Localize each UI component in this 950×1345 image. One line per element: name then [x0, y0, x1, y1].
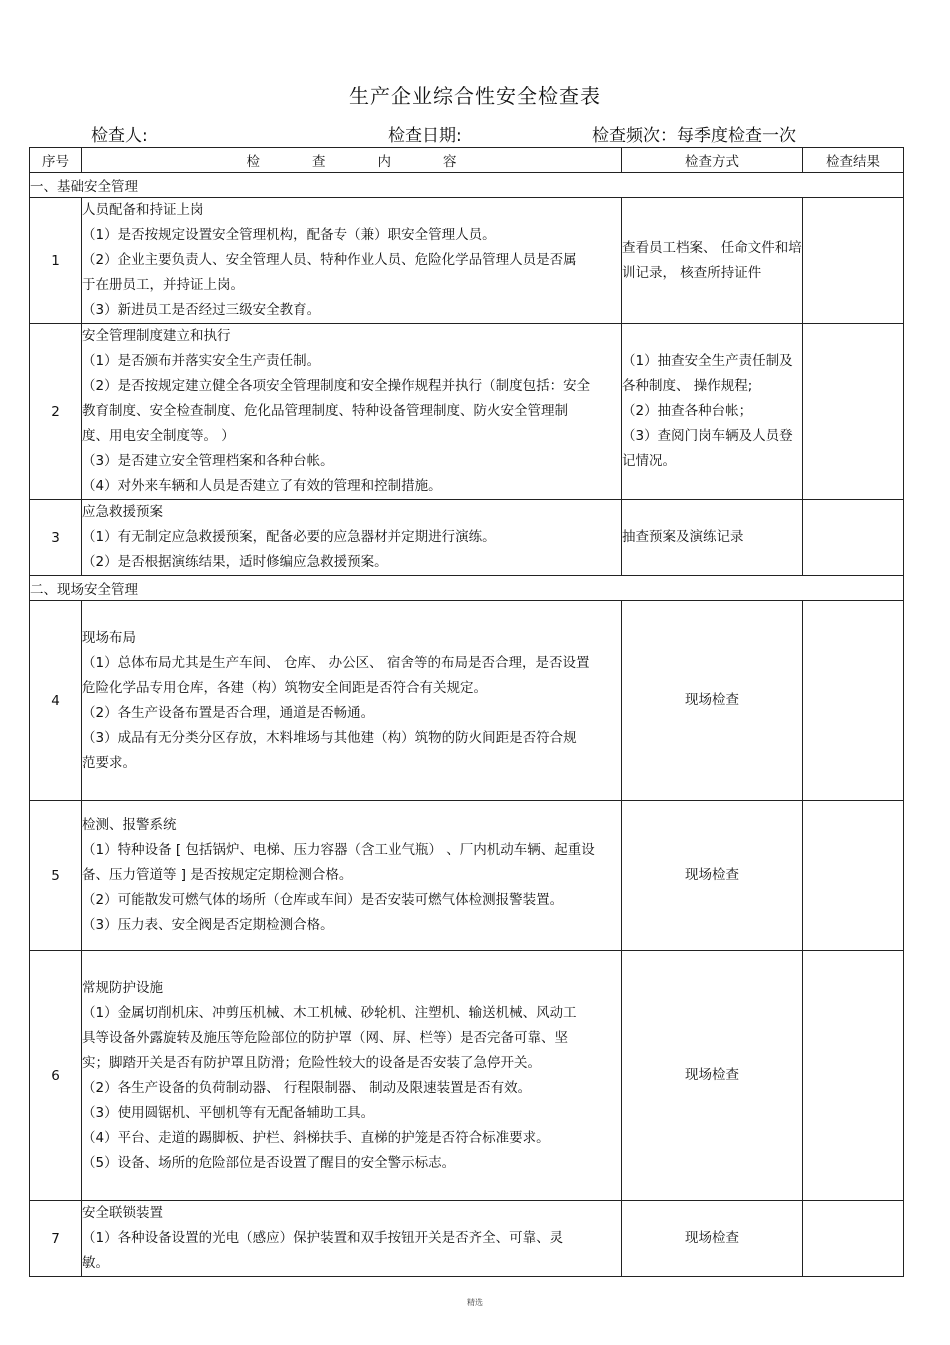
header-content-text: 检查内容 [246, 154, 509, 170]
row-method: 现场检查 [622, 801, 803, 951]
row-no: 7 [30, 1201, 82, 1277]
row-method: 现场检查 [622, 1201, 803, 1277]
row-no: 2 [30, 324, 82, 500]
row-heading: 检测、报警系统 [82, 817, 177, 833]
row-heading: 人员配备和持证上岗 [82, 202, 204, 218]
row-result[interactable] [803, 801, 904, 951]
row-heading: 现场布局 [82, 629, 136, 646]
row-method: 现场检查 [622, 601, 803, 801]
page-footer: 精选 [467, 1298, 483, 1307]
inspector-label: 检查人: [91, 126, 148, 146]
row-content [82, 1201, 622, 1277]
table-row [30, 951, 904, 1201]
row-method [622, 324, 803, 500]
check-item: （2）各生产设备的负荷制动器、 行程限制器、 制动及限速装置是否有效。 [82, 1079, 532, 1096]
row-method: 查看员工档案、 任命文件和培训记录， 核查所持证件 [622, 198, 803, 324]
check-item: （3）是否建立安全管理档案和各种台帐。 [82, 453, 334, 469]
check-item: （3）使用圆锯机、平刨机等有无配备辅助工具。 [82, 1104, 375, 1121]
row-result[interactable] [803, 198, 904, 324]
page-title: 生产企业综合性安全检查表 [349, 84, 601, 108]
check-item: （1）是否按规定设置安全管理机构，配备专（兼）职安全管理人员。 [82, 227, 496, 243]
table-row [30, 601, 904, 801]
section-row [30, 173, 904, 198]
check-item: （4）平台、走道的踢脚板、护栏、斜梯扶手、直梯的护笼是否符合标准要求。 [82, 1129, 550, 1146]
row-heading: 常规防护设施 [82, 979, 163, 996]
inspection-frequency-label: 检查频次：每季度检查一次 [592, 126, 796, 146]
row-content [82, 951, 622, 1201]
table-row [30, 324, 904, 500]
check-item: （2）是否按规定建立健全各项安全管理制度和安全操作规程并执行（制度包括：安全教育制度、安全检查制度、危化品管理制度、特种设备管理制度、防火安全管理制度、用电安全制度等。 ） [82, 378, 591, 444]
row-content [82, 324, 622, 500]
table-row [30, 801, 904, 951]
row-result[interactable] [803, 1201, 904, 1277]
row-no: 1 [30, 198, 82, 324]
row-content [82, 601, 622, 801]
check-item: （1）各种设备设置的光电（感应）保护装置和双手按钮开关是否齐全、可靠、灵敏。 [82, 1230, 564, 1271]
check-item: （2）各生产设备布置是否合理，通道是否畅通。 [82, 704, 375, 721]
method-line: （1）抽查安全生产责任制及各种制度、 操作规程; [622, 353, 793, 394]
section-row [30, 576, 904, 601]
row-no: 6 [30, 951, 82, 1201]
check-item: （3）成品有无分类分区存放，木料堆场与其他建（构）筑物的防火间距是否符合规范要求。 [82, 729, 577, 771]
row-result[interactable] [803, 324, 904, 500]
check-item: （2）可能散发可燃气体的场所（仓库或车间）是否安装可燃气体检测报警装置。 [82, 892, 564, 908]
section-basic-safety: 一、基础安全管理 [30, 173, 904, 198]
row-no: 3 [30, 500, 82, 576]
row-heading: 安全联锁装置 [82, 1205, 163, 1221]
row-content [82, 801, 622, 951]
row-no: 4 [30, 601, 82, 801]
safety-check-table [29, 147, 904, 1277]
check-item: （1）总体布局尤其是生产车间、 仓库、 办公区、 宿舍等的布局是否合理，是否设置危险化学品专用仓库，各建（构）筑物安全间距是否符合有关规定。 [82, 654, 590, 696]
table-row [30, 198, 904, 324]
row-heading: 安全管理制度建立和执行 [82, 328, 231, 344]
row-result[interactable] [803, 951, 904, 1201]
row-content [82, 500, 622, 576]
table-row [30, 500, 904, 576]
check-item: （5）设备、场所的危险部位是否设置了醒目的安全警示标志。 [82, 1154, 456, 1171]
check-item: （1）是否颁布并落实安全生产责任制。 [82, 353, 321, 369]
header-result: 检查结果 [803, 148, 904, 173]
header-content [82, 148, 622, 173]
row-result[interactable] [803, 601, 904, 801]
check-item: （1）有无制定应急救援预案，配备必要的应急器材并定期进行演练。 [82, 529, 496, 545]
check-item: （3）新进员工是否经过三级安全教育。 [82, 302, 321, 318]
check-item: （4）对外来车辆和人员是否建立了有效的管理和控制措施。 [82, 478, 442, 494]
table-row [30, 1201, 904, 1277]
check-item: （2）是否根据演练结果，适时修编应急救援预案。 [82, 554, 388, 570]
row-method: 抽查预案及演练记录 [622, 500, 803, 576]
row-content [82, 198, 622, 324]
row-result[interactable] [803, 500, 904, 576]
header-no: 序号 [30, 148, 82, 173]
header-method: 检查方式 [622, 148, 803, 173]
method-line: （2）抽查各种台帐； [622, 403, 753, 419]
method-line: （3）查阅门岗车辆及人员登记情况。 [622, 428, 793, 469]
check-item: （1）金属切削机床、冲剪压机械、木工机械、砂轮机、注塑机、输送机械、风动工具等设备外露旋转及施压等危险部位的防护罩（网、屏、栏等）是否完备可靠、坚实；脚踏开关是否有防护罩且防滑；危险性较大的设备是否安装了急停开关。 [82, 1004, 577, 1071]
row-method: 现场检查 [622, 951, 803, 1201]
check-item: （2）企业主要负责人、安全管理人员、特种作业人员、危险化学品管理人员是否属于在册员工，并持证上岗。 [82, 252, 577, 293]
row-no: 5 [30, 801, 82, 951]
check-item: （3）压力表、安全阀是否定期检测合格。 [82, 917, 334, 933]
inspection-date-label: 检查日期: [388, 126, 462, 146]
row-heading: 应急救援预案 [82, 504, 163, 520]
check-item: （1）特种设备 [ 包括锅炉、电梯、压力容器（含工业气瓶） 、厂内机动车辆、起重设备、压力管道等 ] 是否按规定定期检测合格。 [82, 842, 595, 883]
section-site-safety: 二、现场安全管理 [30, 576, 904, 601]
table-header-row [30, 148, 904, 173]
